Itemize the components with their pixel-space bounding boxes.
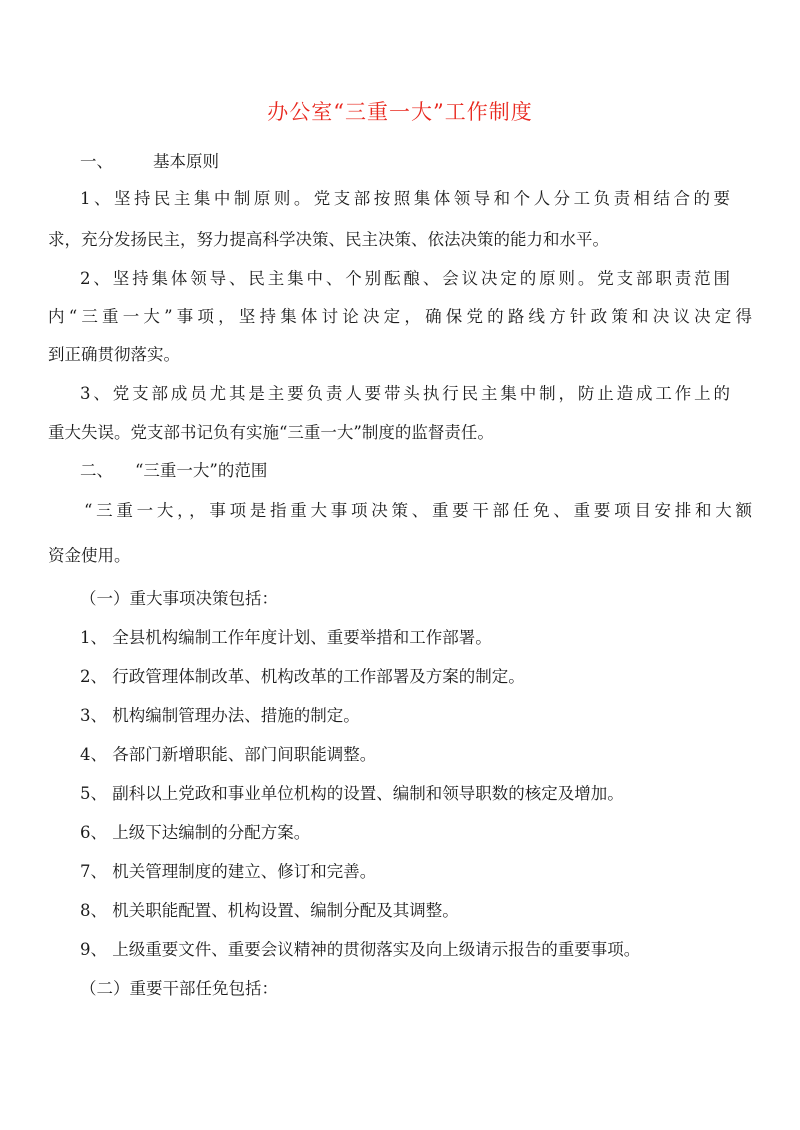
- list-item: 2、 行政管理体制改革、机构改革的工作部署及方案的制定。: [80, 667, 525, 686]
- paragraph-3-line-2: 重大失误。党支部书记负有实施“三重一大”制度的监督责任。: [48, 423, 494, 442]
- list-item: 9、 上级重要文件、重要会议精神的贯彻落实及向上级请示报告的重要事项。: [80, 940, 641, 959]
- list-item: 6、 上级下达编制的分配方案。: [80, 823, 311, 842]
- paragraph-2-line-1: 2、坚持集体领导、民主集中、个别酝酿、会议决定的原则。党支部职责范围: [80, 269, 730, 288]
- paragraph-2-line-3: 到正确贯彻落实。: [48, 345, 180, 364]
- paragraph-1-line-2: 求，充分发扬民主，努力提高科学决策、民主决策、依法决策的能力和水平。: [48, 230, 609, 249]
- paragraph-4-line-1: “三重一大，，事项是指重大事项决策、重要干部任免、重要项目安排和大额: [84, 501, 752, 520]
- list-item: 4、 各部门新增职能、部门间职能调整。: [80, 745, 377, 764]
- subsection-heading-2: （二）重要干部任免包括：: [80, 979, 278, 998]
- paragraph-4-line-2: 资金使用。: [48, 546, 131, 565]
- list-item: 7、 机关管理制度的建立、修订和完善。: [80, 862, 377, 881]
- paragraph-1-line-1: 1、坚持民主集中制原则。党支部按照集体领导和个人分工负责相结合的要: [80, 189, 730, 208]
- section-title: “三重一大”的范围: [135, 461, 268, 480]
- section-number: 二、: [80, 461, 113, 480]
- paragraph-2-line-2: 内“三重一大”事项，坚持集体讨论决定，确保党的路线方针政策和决议决定得: [48, 307, 752, 326]
- list-item: 1、 全县机构编制工作年度计划、重要举措和工作部署。: [80, 628, 492, 647]
- subsection-heading-1: （一）重大事项决策包括：: [80, 589, 278, 608]
- section-heading-2: [80, 457, 267, 481]
- list-item: 5、 副科以上党政和事业单位机构的设置、编制和领导职数的核定及增加。: [80, 784, 624, 803]
- list-item: 3、 机构编制管理办法、措施的制定。: [80, 706, 360, 725]
- section-number: 一、: [80, 152, 113, 171]
- paragraph-3-line-1: 3、党支部成员尤其是主要负责人要带头执行民主集中制，防止造成工作上的: [80, 384, 730, 403]
- list-item: 8、 机关职能配置、机构设置、编制分配及其调整。: [80, 901, 459, 920]
- page-title: 办公室“三重一大”工作制度: [267, 100, 533, 124]
- section-heading-1: [80, 148, 219, 172]
- section-title: 基本原则: [153, 152, 219, 171]
